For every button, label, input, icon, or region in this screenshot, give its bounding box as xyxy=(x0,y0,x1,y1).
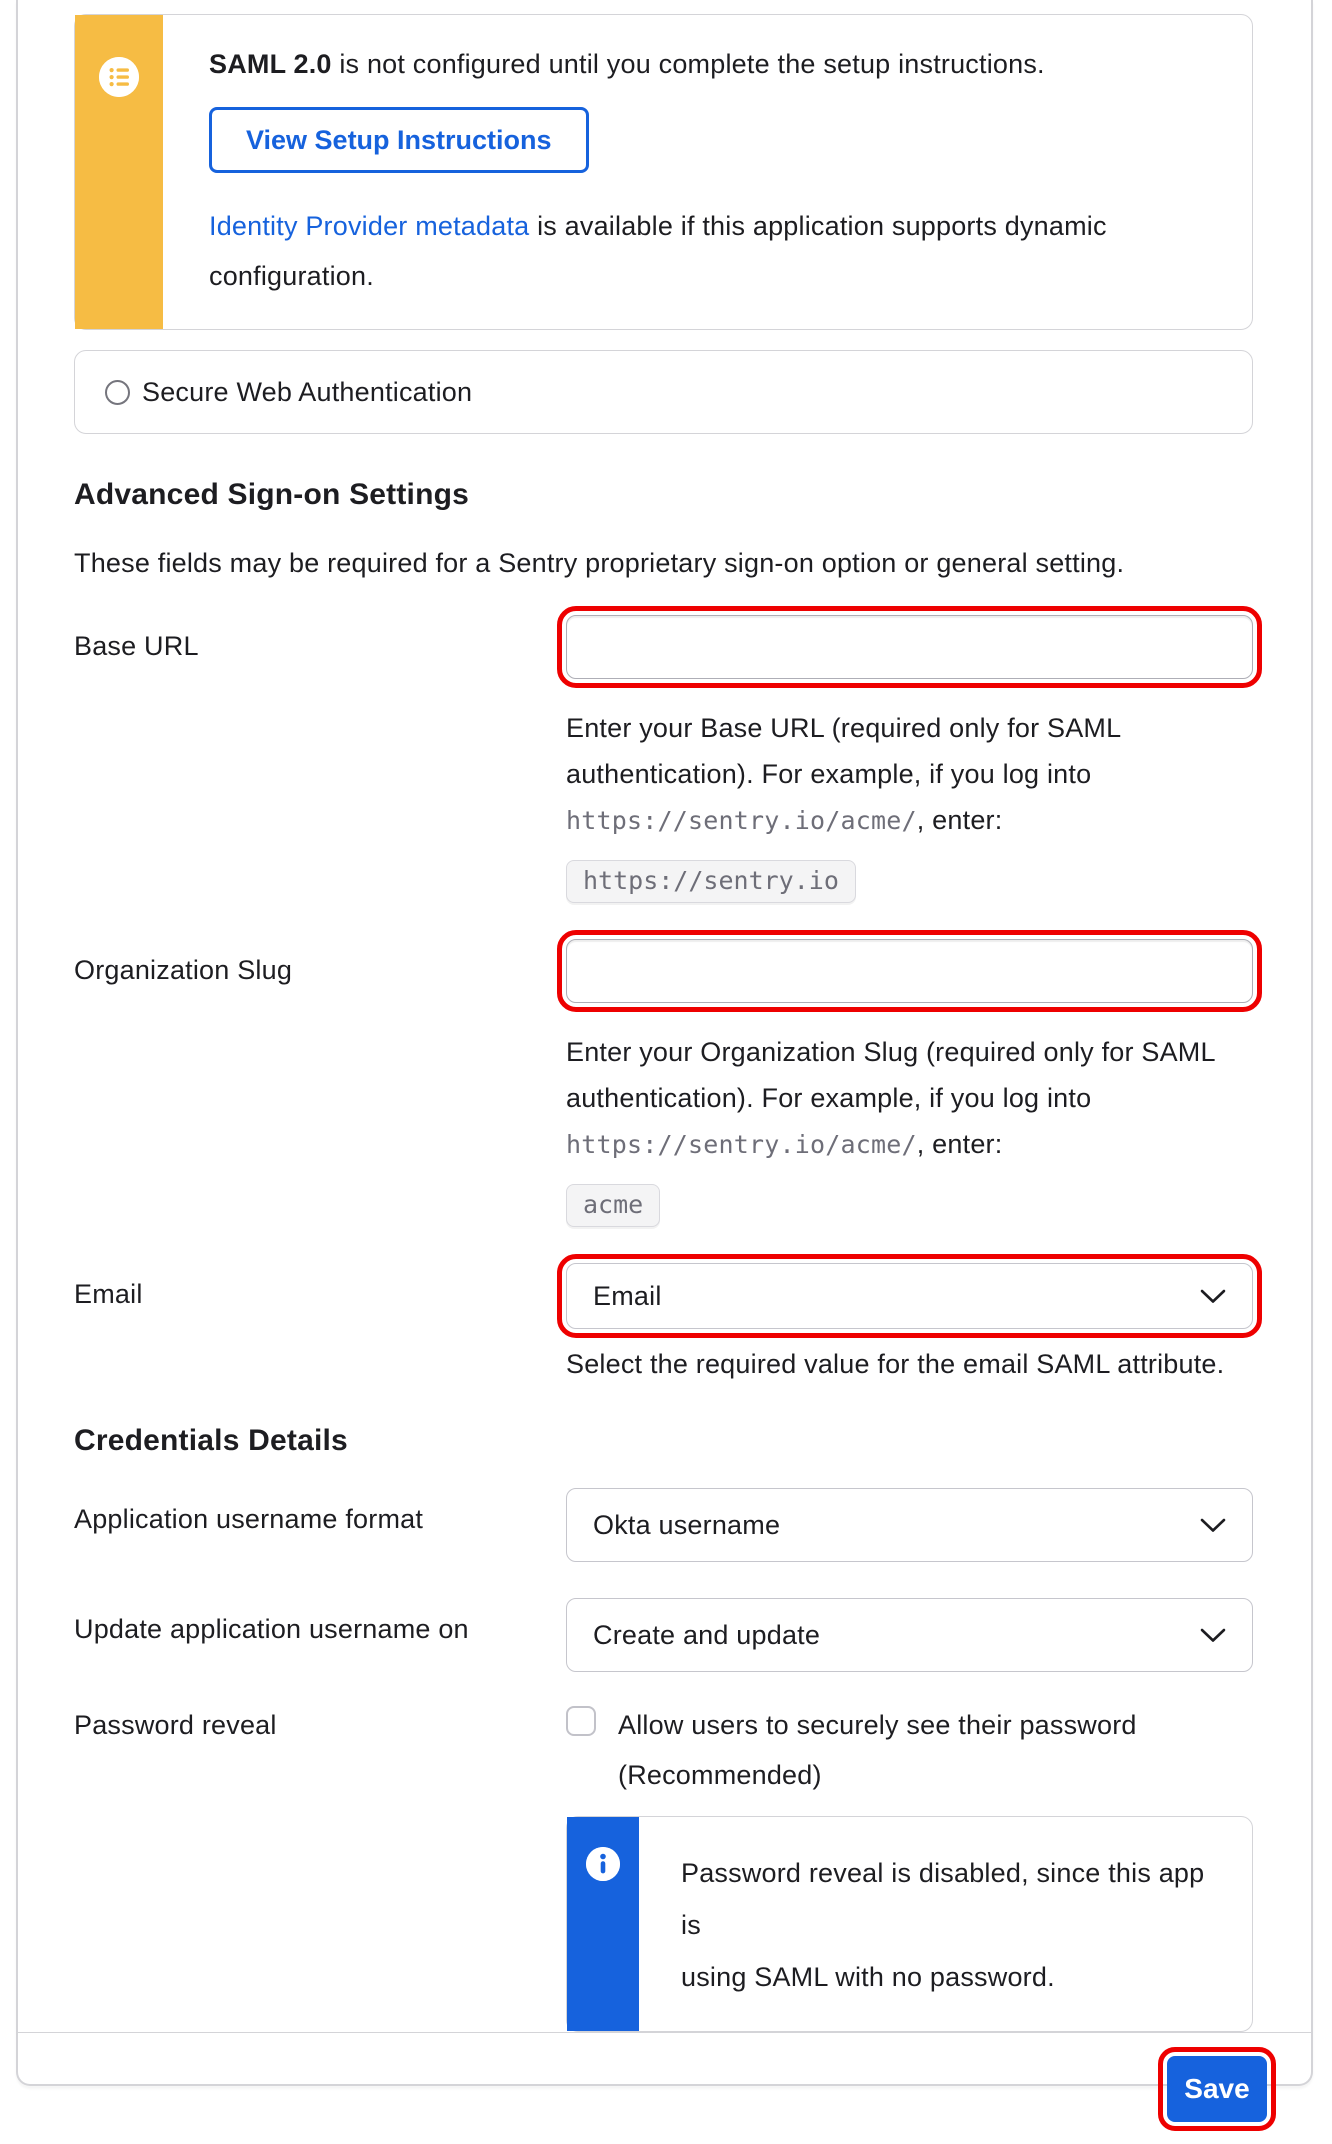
metadata-line-rest-1: is available if this application supports dynamic xyxy=(529,211,1107,241)
base-url-help-line2: authentication). For example, if you log into xyxy=(566,759,1092,789)
org-slug-input[interactable] xyxy=(566,939,1253,1003)
password-reveal-option xyxy=(566,1694,1253,1800)
org-slug-control xyxy=(566,939,1253,1227)
info-text-line2: using SAML with no password. xyxy=(681,1962,1055,1992)
org-slug-help-line2: authentication). For example, if you log into xyxy=(566,1083,1092,1113)
swa-radio[interactable] xyxy=(105,380,130,405)
panel-body xyxy=(18,0,1311,2032)
saml-warning-text xyxy=(209,45,1212,83)
username-format-control xyxy=(566,1488,1253,1562)
password-reveal-info-text xyxy=(681,1847,1222,2003)
info-banner-wrap xyxy=(566,1816,1253,2032)
email-control xyxy=(566,1263,1253,1380)
org-slug-help-post: , enter: xyxy=(916,1129,1003,1159)
saml-warning-bold: SAML 2.0 xyxy=(209,49,332,79)
chevron-down-icon xyxy=(1200,1628,1226,1643)
update-username-select[interactable] xyxy=(566,1598,1253,1672)
password-reveal-label: Password reveal xyxy=(74,1710,277,1740)
swa-radio-label: Secure Web Authentication xyxy=(142,376,473,407)
password-reveal-checkbox[interactable] xyxy=(566,1706,596,1736)
base-url-control xyxy=(566,615,1253,903)
email-select[interactable] xyxy=(566,1263,1253,1329)
update-username-label: Update application username on xyxy=(74,1614,469,1644)
password-reveal-row xyxy=(74,1694,1253,2032)
base-url-row xyxy=(74,615,1253,903)
view-setup-instructions-button[interactable]: View Setup Instructions xyxy=(209,107,589,173)
info-text-line1: Password reveal is disabled, since this app is xyxy=(681,1858,1205,1940)
org-slug-label: Organization Slug xyxy=(74,955,293,985)
saml-warning-rest: is not configured until you complete the setup instructions. xyxy=(331,49,1045,79)
info-strip xyxy=(567,1817,639,2031)
username-format-select[interactable] xyxy=(566,1488,1253,1562)
org-slug-help-code: https://sentry.io/acme/ xyxy=(566,1130,917,1159)
swa-option-card[interactable] xyxy=(74,350,1253,434)
email-row xyxy=(74,1263,1253,1380)
panel-footer xyxy=(18,2032,1311,2144)
metadata-line-rest-2: configuration. xyxy=(209,261,374,291)
update-username-control xyxy=(566,1598,1253,1672)
base-url-help-line1: Enter your Base URL (required only for SAML xyxy=(566,713,1122,743)
save-button[interactable]: Save xyxy=(1167,2056,1267,2122)
org-slug-help xyxy=(566,1029,1253,1168)
metadata-line xyxy=(209,201,1212,301)
info-icon xyxy=(586,1847,620,1881)
setup-list-icon xyxy=(99,57,139,97)
sign-on-settings-panel xyxy=(16,0,1313,2104)
email-label: Email xyxy=(74,1279,143,1309)
update-username-value: Create and update xyxy=(593,1619,821,1650)
advanced-signon-intro: These fields may be required for a Sentry proprietary sign-on option or general setting. xyxy=(74,548,1125,578)
base-url-help xyxy=(566,705,1253,844)
username-format-value: Okta username xyxy=(593,1509,781,1540)
saml-warning-callout xyxy=(74,14,1253,330)
password-reveal-text-2: (Recommended) xyxy=(618,1760,822,1790)
org-slug-help-line1: Enter your Organization Slug (required only for SAML xyxy=(566,1037,1216,1067)
credentials-details-heading: Credentials Details xyxy=(74,1424,348,1457)
base-url-help-post: , enter: xyxy=(916,805,1003,835)
password-reveal-checkbox-label xyxy=(618,1700,1137,1800)
username-format-row xyxy=(74,1488,1253,1562)
org-slug-row xyxy=(74,939,1253,1227)
warning-callout-body xyxy=(163,15,1252,329)
email-select-value: Email xyxy=(593,1280,662,1311)
org-slug-example-chip: acme xyxy=(566,1184,660,1227)
username-format-label: Application username format xyxy=(74,1504,424,1534)
base-url-input[interactable] xyxy=(566,615,1253,679)
chevron-down-icon xyxy=(1200,1518,1226,1533)
password-reveal-info-callout xyxy=(566,1816,1253,2032)
email-help: Select the required value for the email SAML attribute. xyxy=(566,1349,1225,1379)
password-reveal-control xyxy=(566,1694,1253,2032)
info-callout-body xyxy=(639,1817,1252,2031)
password-reveal-text-1: Allow users to securely see their password xyxy=(618,1710,1137,1740)
base-url-help-code: https://sentry.io/acme/ xyxy=(566,806,917,835)
identity-provider-metadata-link[interactable]: Identity Provider metadata xyxy=(209,211,530,241)
base-url-label: Base URL xyxy=(74,631,199,661)
advanced-signon-heading: Advanced Sign-on Settings xyxy=(74,478,470,511)
chevron-down-icon xyxy=(1200,1289,1226,1304)
base-url-example-chip: https://sentry.io xyxy=(566,860,856,903)
update-username-row xyxy=(74,1598,1253,1672)
warning-strip xyxy=(75,15,163,329)
